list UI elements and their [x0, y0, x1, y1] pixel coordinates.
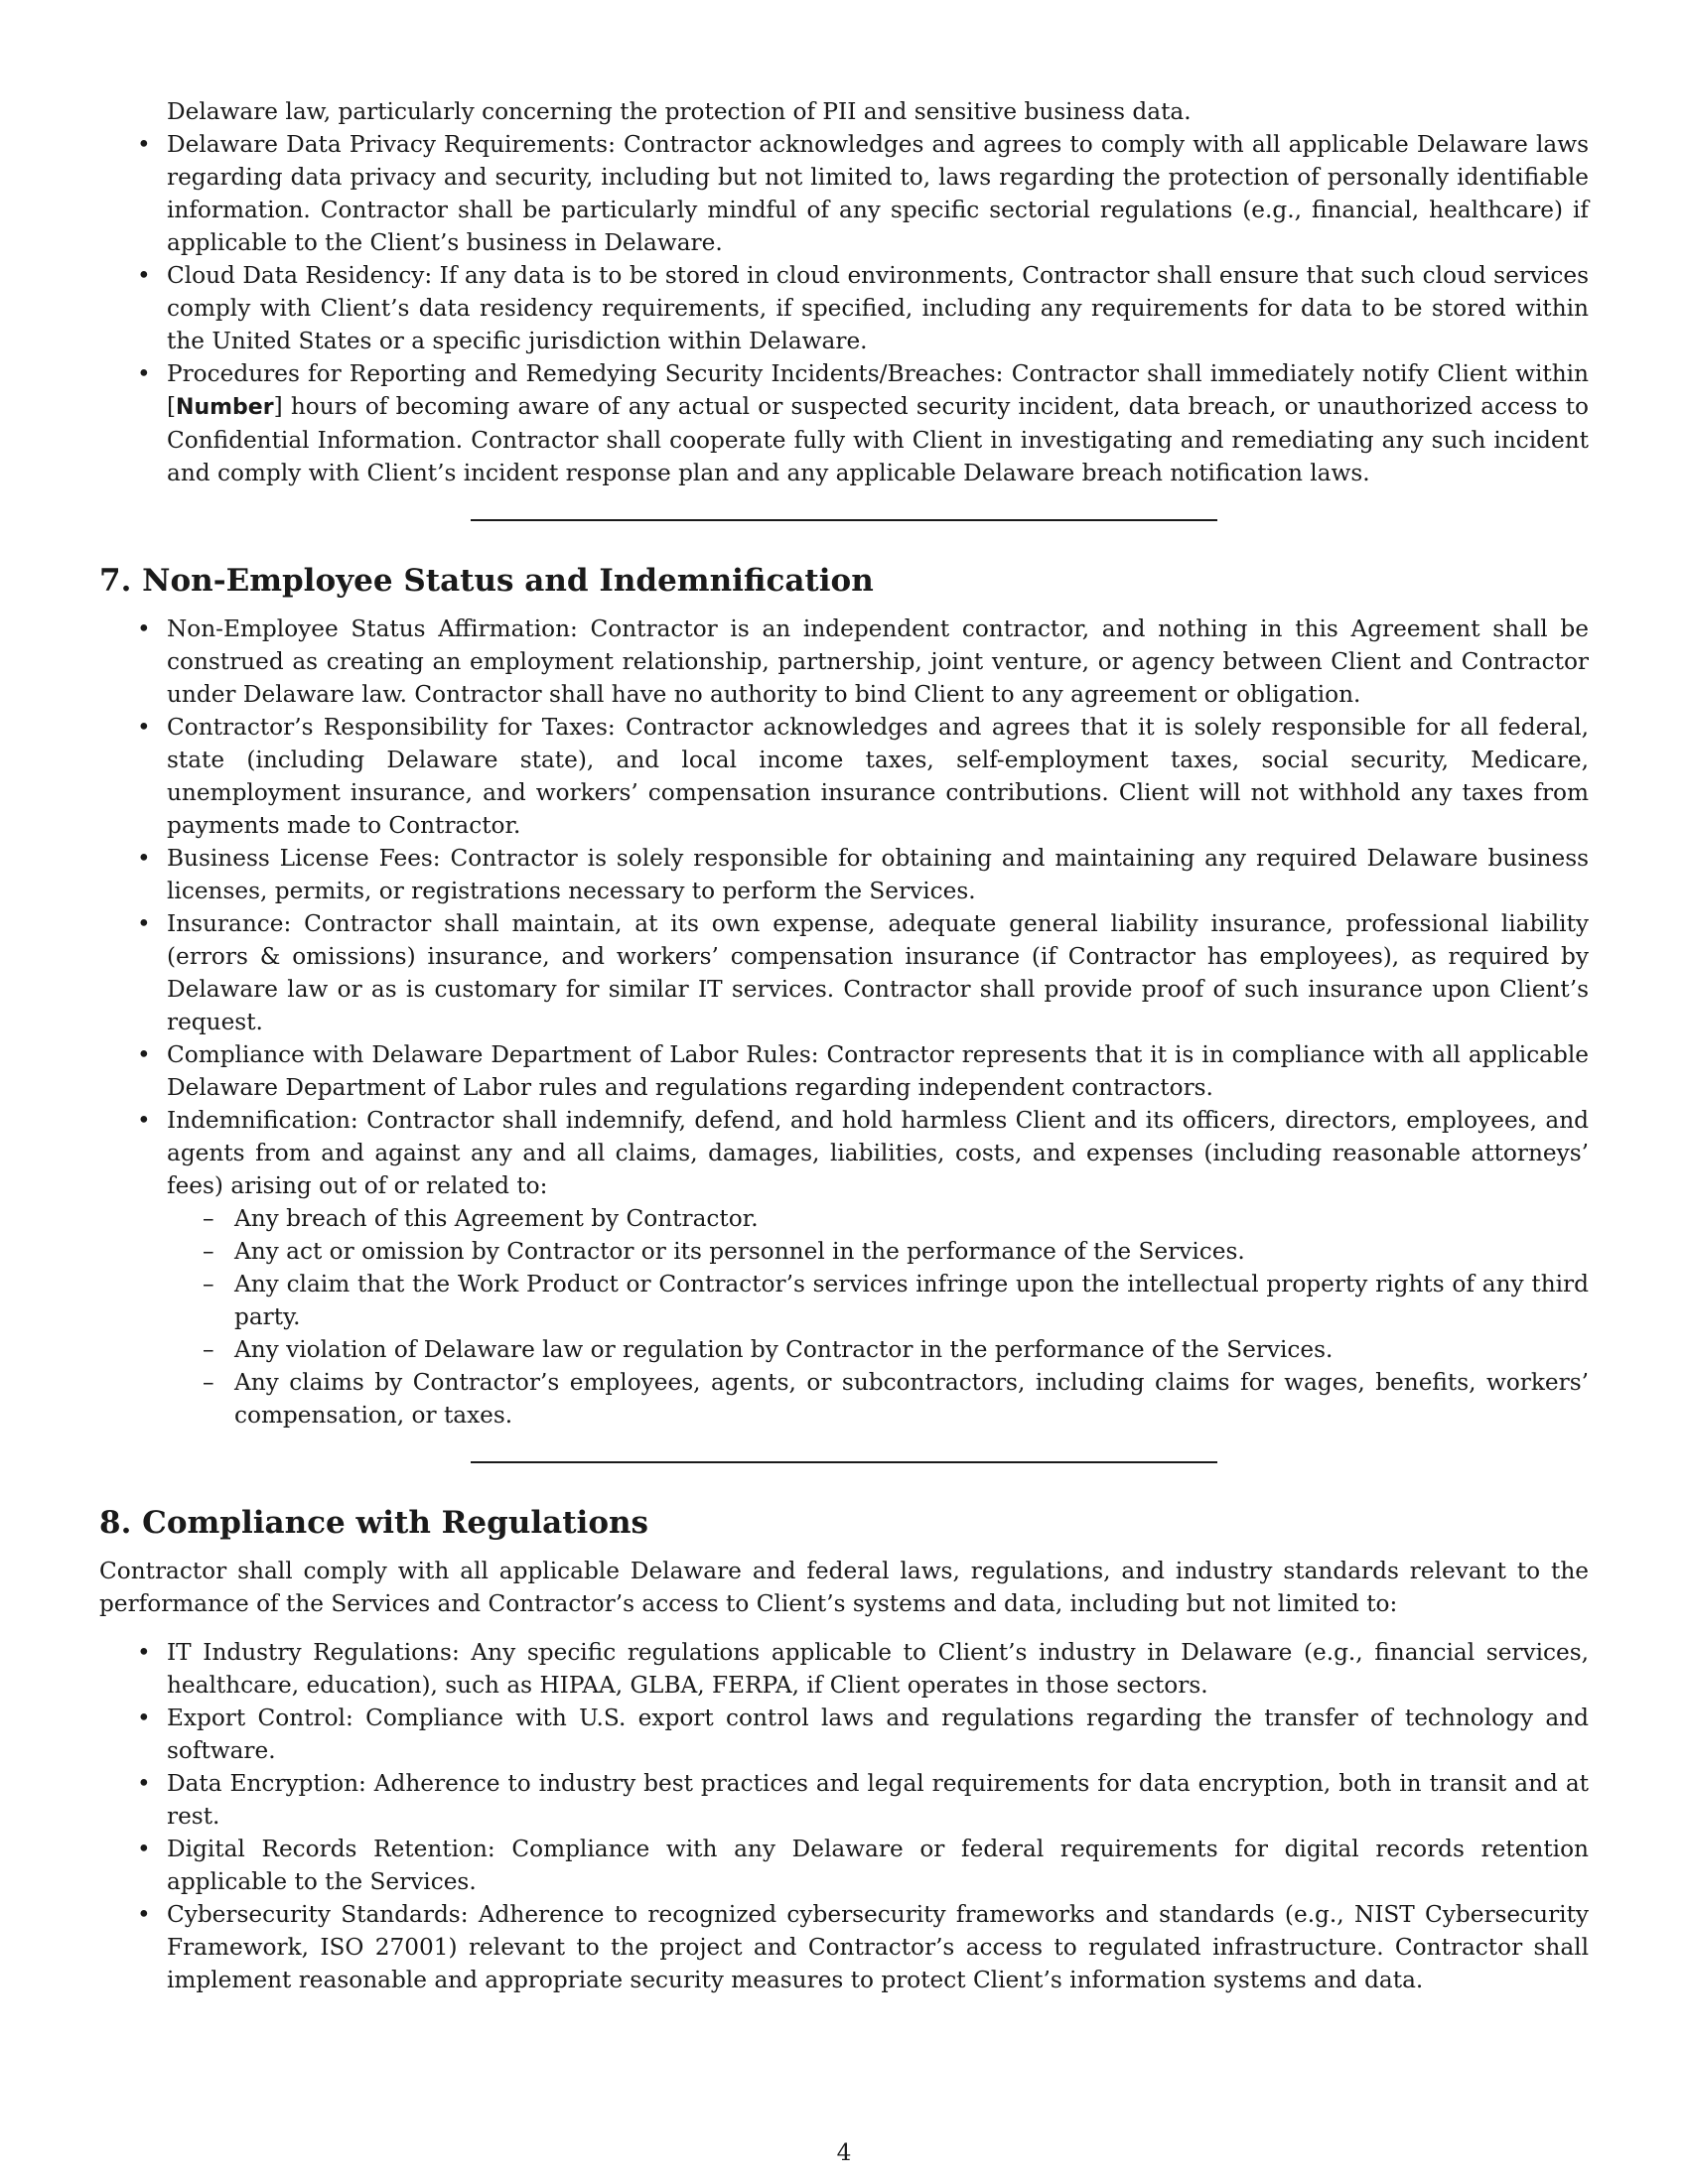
list-item-incident: • Procedures for Reporting and Remedying Security Incidents/Breaches: Contractor shall immediately notify Client within [Number] hours of becoming aware of any actual or suspected security incident, data breach, or unauthorized access to Confidential Information. Contractor shall cooperate fully with Client in investigating and remediating any such incident and comply with Client’s incident response plan and any applicable Delaware breach notification laws.: [99, 357, 1589, 489]
bullet-icon: •: [137, 1836, 151, 1862]
list-item: • Digital Records Retention: Compliance with any Delaware or federal requirements for digital records retention applicable to the Services.: [99, 1833, 1589, 1898]
indemnification-sublist: [167, 1202, 1589, 1432]
list-item: • Data Encryption: Adherence to industry best practices and legal requirements for data encryption, both in transit and at rest.: [99, 1767, 1589, 1833]
sub-list-item: – Any claims by Contractor’s employees, agents, or subcontractors, including claims for wages, benefits, workers’ compensation, or taxes.: [105, 1366, 1589, 1432]
bullet-icon: •: [137, 714, 151, 741]
sub-list-item: – Any violation of Delaware law or regulation by Contractor in the performance of the Services.: [105, 1333, 1589, 1366]
list-item: • Cloud Data Residency: If any data is to be stored in cloud environments, Contractor shall ensure that such cloud services comply with Client’s data residency requirements, if specified, including any requirements for data to be stored within the United States or a specific jurisdiction within Delaware.: [99, 259, 1589, 357]
bullet-icon: •: [137, 1107, 151, 1134]
list-item: • IT Industry Regulations: Any specific regulations applicable to Client’s industry in Delaware (e.g., financial services, healthcare, education), such as HIPAA, GLBA, FERPA, if Client operates in those sectors.: [99, 1636, 1589, 1702]
dash-icon: –: [203, 1205, 214, 1232]
section-heading-7: 7. Non-Employee Status and Indemnification: [99, 563, 874, 599]
bullet-icon: •: [137, 360, 151, 387]
list-item: • Non-Employee Status Affirmation: Contractor is an independent contractor, and nothing in this Agreement shall be construed as creating an employment relationship, partnership, joint venture, or agency between Client and Contractor under Delaware law. Contractor shall have no authority to bind Client to any agreement or obligation.: [99, 613, 1589, 711]
bullet-icon: •: [137, 845, 151, 872]
list-item: • Business License Fees: Contractor is solely responsible for obtaining and maintaining any required Delaware business licenses, permits, or registrations necessary to perform the Services.: [99, 842, 1589, 907]
bullet-icon: •: [137, 1705, 151, 1731]
sub-list-item: – Any claim that the Work Product or Contractor’s services infringe upon the intellectual property rights of any third party.: [105, 1268, 1589, 1333]
bullet-icon: •: [137, 1770, 151, 1797]
bullet-icon: •: [137, 1639, 151, 1666]
list-item: • Indemnification: Contractor shall indemnify, defend, and hold harmless Client and its officers, directors, employees, and agents from and against any and all claims, damages, liabilities, costs, and expenses (including reasonable attorneys’ fees) arising out of or related to: – Any breach of this Agreement by Contractor. – Any act or omission by Contractor or its personnel in the performance of the Services. – Any claim that the Work Product or Contractor’s services infringe upon the intellectual property rights of any third party. – Any violation of Delaware law or regulation by Contractor in the performance of the Services. – Any claims by Contractor’s employees, agents, or subcontractors, including claims for wages, benefits, workers’ compensation, or taxes.: [99, 1104, 1589, 1432]
list-item: • Compliance with Delaware Department of Labor Rules: Contractor represents that it is in compliance with all applicable Delaware Department of Labor rules and regulations regarding independent contractors.: [99, 1038, 1589, 1104]
list-item: • Delaware Data Privacy Requirements: Contractor acknowledges and agrees to comply with all applicable Delaware laws regarding data privacy and security, including but not limited to, laws regarding the protection of personally identifiable information. Contractor shall be particularly mindful of any specific sectorial regulations (e.g., financial, healthcare) if applicable to the Client’s business in Delaware.: [99, 128, 1589, 259]
sub-list-item: – Any breach of this Agreement by Contractor.: [105, 1202, 1589, 1235]
sub-list-item: – Any act or omission by Contractor or its personnel in the performance of the Services.: [105, 1235, 1589, 1268]
page-number: 4: [836, 2139, 852, 2166]
list-item: • Cybersecurity Standards: Adherence to recognized cybersecurity frameworks and standards (e.g., NIST Cybersecurity Framework, ISO 27001) relevant to the project and Contractor’s access to regulated infrastructure. Contractor shall implement reasonable and appropriate security measures to protect Client’s information systems and data.: [99, 1898, 1589, 1996]
bullet-icon: •: [137, 1041, 151, 1068]
bullet-icon: •: [137, 131, 151, 158]
bullet-icon: •: [137, 910, 151, 937]
placeholder-number: Number: [176, 395, 274, 420]
list-item: • Contractor’s Responsibility for Taxes: Contractor acknowledges and agrees that it is solely responsible for all federal, state (including Delaware state), and local income taxes, self-employment taxes, social security, Medicare, unemployment insurance, and workers’ compensation insurance contributions. Client will not withhold any taxes from payments made to Contractor.: [99, 711, 1589, 842]
bullet-icon: •: [137, 615, 151, 642]
bullet-icon: •: [137, 262, 151, 289]
document-page: [99, 95, 1589, 1996]
section-8-intro: Contractor shall comply with all applicable Delaware and federal laws, regulations, and industry standards relevant to the performance of the Services and Contractor’s access to Client’s systems and data, including but not limited to:: [99, 1558, 1589, 1617]
dash-icon: –: [203, 1369, 214, 1396]
dash-icon: –: [203, 1238, 214, 1265]
dash-icon: –: [203, 1336, 214, 1363]
list-item: • Export Control: Compliance with U.S. export control laws and regulations regarding the transfer of technology and software.: [99, 1702, 1589, 1767]
section-heading-8: 8. Compliance with Regulations: [99, 1505, 648, 1541]
section-8-list: [99, 1636, 1589, 1996]
bullet-icon: •: [137, 1901, 151, 1928]
section-7-list: [99, 613, 1589, 1432]
list-item: • Insurance: Contractor shall maintain, at its own expense, adequate general liability insurance, professional liability (errors & omissions) insurance, and workers’ compensation insurance (if Contractor has employees), as required by Delaware law or as is customary for similar IT services. Contractor shall provide proof of such insurance upon Client’s request.: [99, 907, 1589, 1038]
dash-icon: –: [203, 1271, 214, 1297]
list-item-continuation: Delaware law, particularly concerning the protection of PII and sensitive business data.: [167, 98, 1192, 125]
section-6-list: [99, 95, 1589, 489]
